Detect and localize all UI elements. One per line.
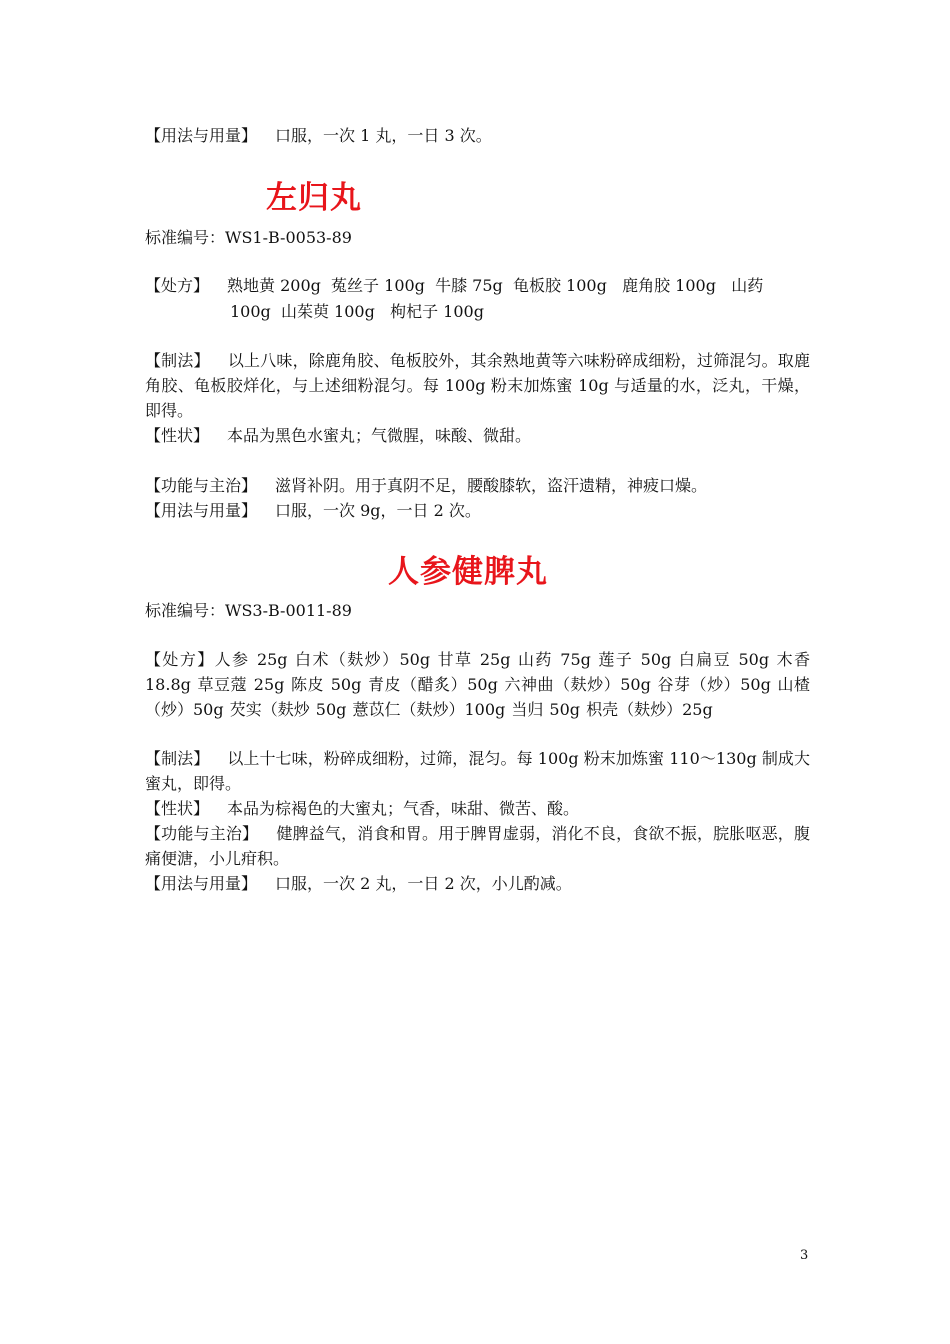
zuoguiwan-function — [145, 473, 707, 499]
method-text: 以上八味，除鹿角胶、龟板胶外，其余熟地黄等六味粉碎成细粉，过筛混匀。取鹿角胶、龟板胶烊化，与上述细粉混匀。每 100g 粉末加炼蜜 10g 与适量的水，泛丸，干燥，即得。 — [145, 351, 810, 420]
usage-label: 【用法与用量】 — [145, 874, 258, 893]
zuoguiwan-character — [145, 423, 531, 449]
zuoguiwan-prescription-line2: 100g 山茱萸 100g 枸杞子 100g — [230, 302, 484, 321]
usage-text: 口服，一次 1 丸，一日 3 次。 — [275, 126, 492, 145]
renshen-method — [145, 746, 810, 796]
function-text: 健脾益气，消食和胃。用于脾胃虚弱，消化不良，食欲不振，脘胀呕恶，腹痛便溏，小儿疳积。 — [145, 824, 810, 868]
zuoguiwan-usage — [145, 498, 481, 524]
page-number: 3 — [800, 1248, 809, 1263]
character-text: 本品为黑色水蜜丸；气微腥，味酸、微甜。 — [227, 426, 532, 445]
renshen-usage — [145, 871, 572, 897]
function-text: 滋肾补阴。用于真阴不足，腰酸膝软，盗汗遗精，神疲口燥。 — [275, 476, 708, 495]
prescription-label: 【处方】 — [145, 276, 210, 295]
prescription-text: 人参 25g 白术（麸炒）50g 甘草 25g 山药 75g 莲子 50g 白扁豆 50g 木香 18.8g 草豆蔻 25g 陈皮 50g 青皮（醋炙）50g 六神曲（麸炒）50g 谷芽（炒）50g 山楂（炒）50g 芡实（麸炒 50g 薏苡仁（麸炒）100g 当归 50g 枳壳（麸炒）25g — [145, 650, 810, 719]
function-label: 【功能与主治】 — [145, 476, 258, 495]
zuoguiwan-method — [145, 348, 810, 423]
renshen-title: 人参健脾丸 — [388, 554, 548, 590]
top-usage-line — [145, 123, 492, 149]
renshen-standard: 标准编号：WS3-B-0011-89 — [145, 601, 352, 620]
zuoguiwan-standard: 标准编号：WS1-B-0053-89 — [145, 228, 352, 247]
character-label: 【性状】 — [145, 799, 210, 818]
character-label: 【性状】 — [145, 426, 210, 445]
renshen-character — [145, 796, 579, 822]
prescription-label: 【处方】 — [145, 650, 215, 669]
method-label: 【制法】 — [145, 351, 210, 370]
zuoguiwan-prescription-line1 — [145, 273, 763, 299]
method-text: 以上十七味，粉碎成细粉，过筛，混匀。每 100g 粉末加炼蜜 110～130g 制成大蜜丸，即得。 — [145, 749, 810, 793]
method-label: 【制法】 — [145, 749, 210, 768]
function-label: 【功能与主治】 — [145, 824, 259, 843]
zuoguiwan-title: 左归丸 — [266, 180, 362, 216]
usage-text: 口服，一次 2 丸，一日 2 次，小儿酌减。 — [275, 874, 572, 893]
character-text: 本品为棕褐色的大蜜丸；气香，味甜、微苦、酸。 — [227, 799, 580, 818]
renshen-function — [145, 821, 810, 871]
usage-label: 【用法与用量】 — [145, 126, 258, 145]
usage-text: 口服，一次 9g，一日 2 次。 — [275, 501, 481, 520]
renshen-prescription — [145, 647, 810, 722]
usage-label: 【用法与用量】 — [145, 501, 258, 520]
prescription-text: 熟地黄 200g 菟丝子 100g 牛膝 75g 龟板胶 100g 鹿角胶 100g 山药 — [227, 276, 764, 295]
